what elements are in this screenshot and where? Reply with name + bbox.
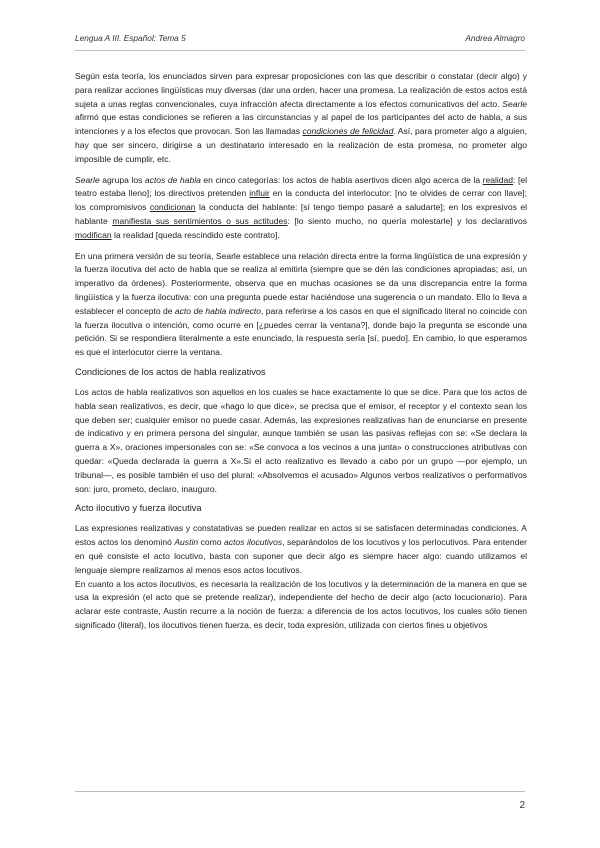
footer-divider	[75, 791, 525, 792]
header-course: Lengua A III. Español: Tema 5	[75, 33, 186, 43]
paragraph-4: Los actos de habla realizativos son aquellos en los cuales se hace exactamente lo que se dice. Para que los actos de habla sean realizativos, es decir, que «hago lo que dice», se precisa que el emisor, el receptor y el contexto sean los que deben ser; cualquier emisor no puede casar. Además, las expresiones realizativas han de enunciarse en presente de indicativo y en primera persona del singular, aunque también se usan las pasivas reflejas con se: «Se declara la guerra a X», oraciones impersonales con se: «Se convoca a los vecinos a una junta» o construcciones atributivas con quedar: «Queda declarada la guerra a X».Si el acto realizativo es llevado a cabo por un grupo —por ejemplo, un tribunal—, es posible también el uso del plural: «Absolvemos el acusado» Algunos verbos realizativos o performativos son: juro, prometo, declaro, inauguro.	[75, 386, 527, 494]
paragraph-3: En una primera versión de su teoría, Searle establece una relación directa entre la forma lingüística de una expresión y la fuerza ilocutiva del acto de habla que se realiza al emitirla (siempre que se dén las condiciones apropiadas; así, un imperativo da órdenes). Posteriormente, observa que en muchas ocasiones se da una discrepancia entre la forma lingüística y la fuerza ilocutiva: con una pregunta puede estar haciéndose una sugerencia o un mandato. Ello lo lleva a establecer el concepto de acto de habla indirecto, para referirse a los casos en que el significado literal no coincide con la fuerza ilocutiva o intención, como ocurre en [¿puedes cerrar la ventana?], donde bajo la pregunta se esconde una petición. Si se respondiera literalmente a este enunciado, la respuesta sería [sí, puedo]. En cambio, lo que esperamos es que el interlocutor cierre la ventana.	[75, 250, 527, 358]
paragraph-2: Searle agrupa los actos de habla en cinco categorías: los actos de habla asertivos dicen algo acerca de la realidad: [el teatro estaba lleno]; los directivos pretenden influir en la conducta del interlocutor: [no te olvides de cerrar con llave]; los compromisivos condicionan la conducta del hablante: [sí tengo tiempo pasaré a saludarte]; en los expresivos el hablante manifiesta sus sentimientos o sus actitudes: [lo siento mucho, no quería molestarle] y los declarativos modifican la realidad [queda rescindido este contrato].	[75, 174, 527, 240]
paragraph-6: En cuanto a los actos ilocutivos, es necesaria la realización de los locutivos y la determinación de la manera en que se usa la expresión (el acto que se pretende realizar), independiente del hecho de decir algo (acto locucionario). Para aclarar este contraste, Austin recurre a la noción de fuerza: a diferencia de los actos locutivos, los cuales sólo tienen significado (literal), los ilocutivos tienen fuerza, es decir, toda expresión, utilizada con ciertos fines u objetivos	[75, 578, 527, 630]
page-header	[75, 33, 525, 47]
section-heading-condiciones: Condiciones de los actos de habla realizativos	[75, 366, 266, 377]
header-divider	[75, 50, 525, 51]
document-body	[75, 70, 527, 640]
paragraph-5: Las expresiones realizativas y constatativas se pueden realizar en actos si se satisfacen determinadas condiciones. A estos actos los denominó Austin como actos ilocutivos, separándolos de los locutivos y los perlocutivos. Para entender en qué consiste el acto locutivo, basta con suponer que decir algo es siempre hacer algo: cuando utilizamos el lenguaje siempre realizamos al menos esos actos locutivos.	[75, 523, 527, 575]
paragraph-1: Según esta teoría, los enunciados sirven para expresar proposiciones con las que describir o constatar (decir algo) y para realizar acciones lingüísticas muy diversas (dar una orden, hacer una promesa. La realización de estos actos está sujeta a unas reglas convencionales, cuya infracción afecta directamente a los efectos comunicativos del acto. Searle afirmó que estas condiciones se refieren a las circunstancias y al papel de los participantes del acto de habla, a sus intenciones y a los efectos que provocan. Son las llamadas condiciones de felicidad. Así, para prometer algo a alguien, hay que ser sincero, dirigirse a un destinatario interesado en la realización de esta promesa, no prometer algo imposible de cumplir, etc.	[75, 71, 527, 164]
header-author: Andrea Almagro	[465, 33, 525, 43]
page-number: 2	[519, 800, 525, 811]
term-condiciones-felicidad: condiciones de felicidad	[302, 126, 394, 137]
section-heading-acto-ilocutivo: Acto ilocutivo y fuerza ilocutiva	[75, 503, 202, 514]
